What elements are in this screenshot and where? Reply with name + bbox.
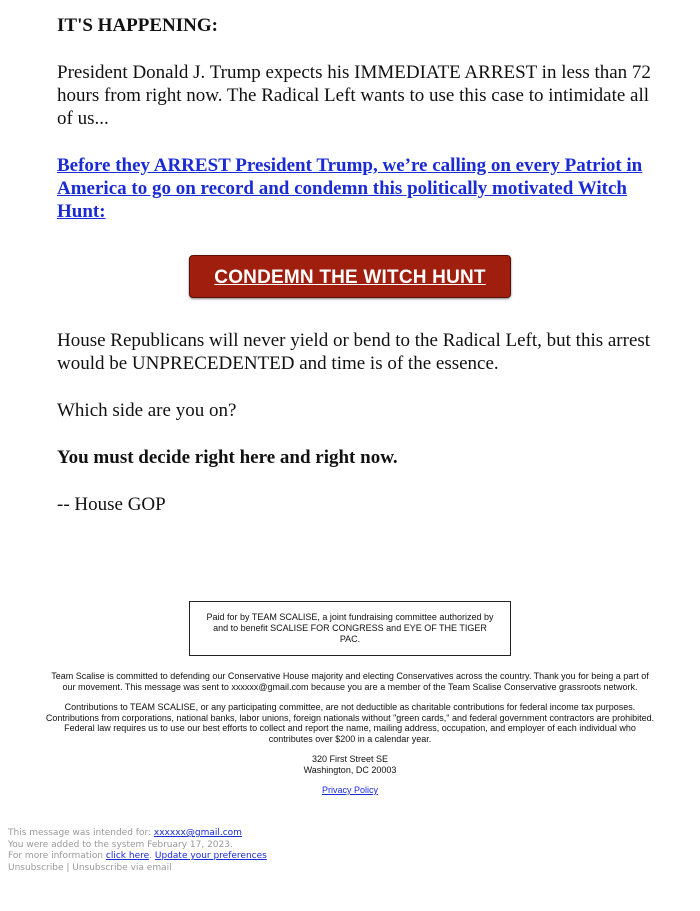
- signature: -- House GOP: [57, 494, 166, 515]
- privacy-policy-link[interactable]: Privacy Policy: [321, 785, 378, 795]
- more-info-line: [8, 851, 267, 863]
- update-preferences-link[interactable]: Update your preferences: [154, 851, 267, 861]
- intro-paragraph: President Donald J. Trump expects his IMMEDIATE ARREST in less than 72 hours from right now. The Radical Left wants to use this case to intimidate all of us...: [57, 62, 651, 129]
- decide-now-paragraph: You must decide right here and right now.: [57, 447, 398, 468]
- more-info-label: For more information: [8, 851, 106, 861]
- intended-for-line: [8, 828, 267, 840]
- unsubscribe-line[interactable]: Unsubscribe | Unsubscribe via email: [8, 862, 172, 873]
- headline: IT'S HAPPENING:: [57, 15, 218, 36]
- condemn-link[interactable]: Before they ARREST President Trump, we’re calling on every Patriot in America to go on record and condemn this politically motivated Witch Hunt:: [57, 155, 643, 222]
- intended-for-label: This message was intended for:: [8, 828, 154, 838]
- condemn-witch-hunt-button[interactable]: CONDEMN THE WITCH HUNT: [189, 255, 511, 298]
- address-line-1: 320 First Street SE: [311, 754, 389, 764]
- recipient-email-link[interactable]: xxxxxx@gmail.com: [153, 828, 242, 838]
- delivery-info: [8, 828, 267, 874]
- mailing-address: [44, 754, 656, 775]
- paid-for-text: Paid for by TEAM SCALISE, a joint fundraising committee authorized by and to benefit SCALISE FOR CONGRESS and EYE OF THE TIGER PAC.: [206, 612, 494, 644]
- about-text: Team Scalise is committed to defending our Conservative House majority and electing Conservatives across the country. Thank you for being a part of our movement. This message was sent to xxxxxx@gmail.com because you are a member of the Team Scalise Conservative grassroots network.: [51, 671, 649, 692]
- separator: .: [149, 851, 155, 861]
- click-here-link[interactable]: click here: [105, 851, 150, 861]
- contribution-disclaimer: Contributions to TEAM SCALISE, or any participating committee, are not deductible as charitable contributions for federal income tax purposes. Contributions from corporations, national banks, labor unions, foreign nationals without "green cards," and federal government contractors are prohibited. Federal law requires us to use our best efforts to collect and report the name, mailing address, occupation, and employer of each individual who contributes over $200 in a calendar year.: [45, 702, 655, 744]
- added-date-line: You were added to the system February 17, 2023.: [8, 839, 233, 850]
- which-side-paragraph: Which side are you on?: [57, 400, 237, 421]
- footer: [44, 671, 656, 806]
- email-body: [57, 14, 657, 516]
- cta-button-wrapper: [57, 255, 643, 298]
- house-republicans-paragraph: House Republicans will never yield or bend to the Radical Left, but this arrest would be UNPRECEDENTED and time is of the essence.: [57, 330, 651, 374]
- paid-for-disclaimer-box: [189, 601, 511, 656]
- address-line-2: Washington, DC 20003: [303, 764, 397, 775]
